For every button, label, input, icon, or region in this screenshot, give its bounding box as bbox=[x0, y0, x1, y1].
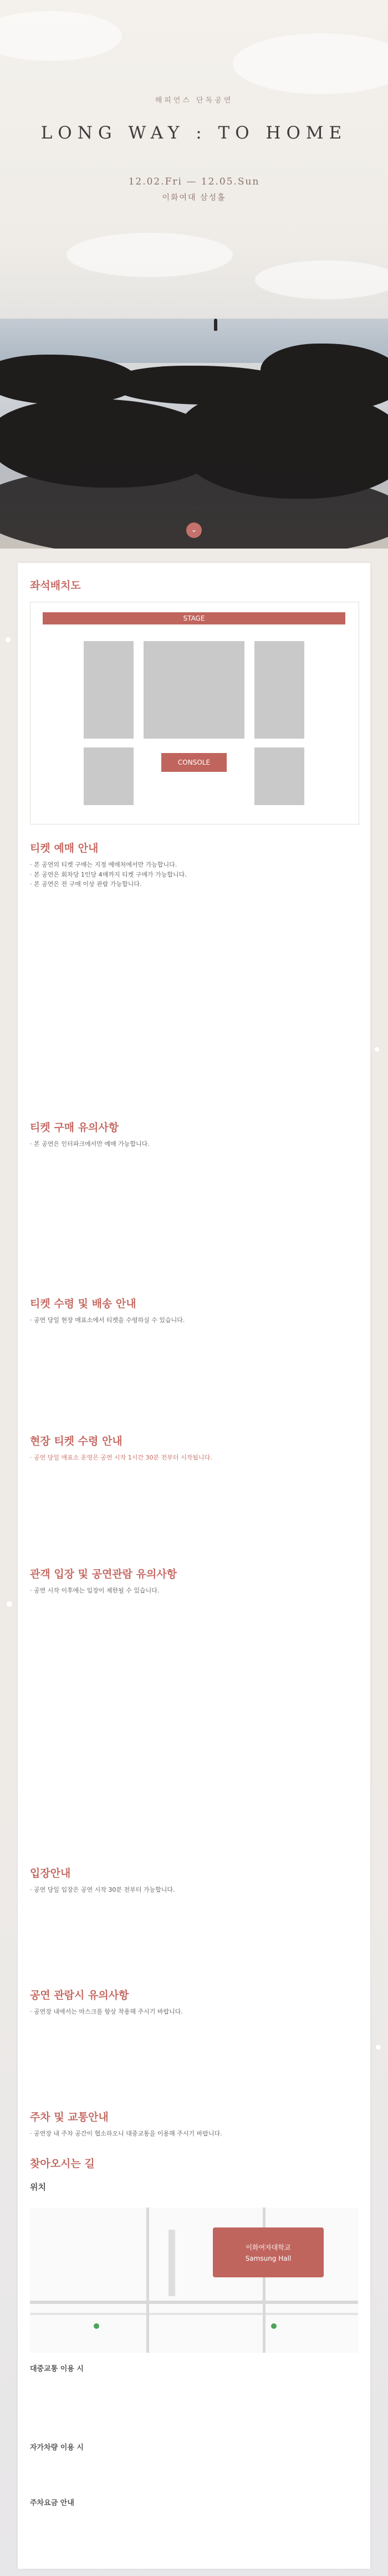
map-graphic bbox=[30, 2208, 358, 2353]
section-title: 티켓 수령 및 배송 안내 bbox=[30, 1298, 136, 1310]
cloud-decoration bbox=[0, 11, 122, 61]
section-title: 티켓 예매 안내 bbox=[30, 842, 99, 854]
seat-block[interactable] bbox=[84, 747, 134, 805]
person-figure bbox=[214, 319, 217, 331]
car-heading: 자가차량 이용 시 bbox=[30, 2444, 84, 2452]
section-title: 티켓 구매 유의사항 bbox=[30, 1121, 119, 1134]
console-label: CONSOLE bbox=[161, 753, 227, 772]
section-title: 입장안내 bbox=[30, 1867, 71, 1879]
entry-notice-list bbox=[30, 1586, 360, 1596]
seat-block[interactable] bbox=[144, 641, 244, 739]
road bbox=[146, 2208, 149, 2353]
ticket-purchase-list bbox=[30, 1139, 360, 1149]
hero-dates: 12.02.Fri — 12.05.Sun bbox=[128, 176, 260, 187]
subway-marker bbox=[94, 2323, 99, 2329]
road bbox=[30, 2301, 358, 2304]
section-title: 공연 관람시 유의사항 bbox=[30, 1989, 129, 2001]
snow-decoration bbox=[375, 1047, 379, 1052]
venue-name-en: Samsung Hall bbox=[245, 2255, 292, 2262]
list-item: · 공연 시작 이후에는 입장이 제한될 수 있습니다. bbox=[30, 1587, 160, 1594]
hero-subtitle: 해피언스 단독공연 bbox=[155, 96, 233, 105]
parking-fee-heading: 주차요금 안내 bbox=[30, 2499, 74, 2507]
onsite-list bbox=[30, 1453, 360, 1463]
list-item: · 본 공연은 전 구매 이상 관람 가능합니다. bbox=[30, 880, 142, 888]
ticket-delivery-list bbox=[30, 1315, 360, 1325]
cloud-decoration bbox=[255, 260, 388, 299]
list-item: · 공연 당일 현장 매표소에서 티켓을 수령하실 수 있습니다. bbox=[30, 1317, 185, 1324]
hero-title: LONG WAY : TO HOME bbox=[40, 123, 348, 143]
info-card bbox=[18, 563, 370, 2569]
list-item: · 공연 당일 입장은 공연 시작 30분 전부터 가능합니다. bbox=[30, 1886, 175, 1893]
list-item: · 공연장 내 주차 공간이 협소하오니 대중교통을 이용해 주시기 바랍니다. bbox=[30, 2130, 222, 2137]
section-title: 관객 입장 및 공연관람 유의사항 bbox=[30, 1568, 177, 1580]
road bbox=[30, 2313, 358, 2315]
parking-list bbox=[30, 2129, 360, 2139]
hero-banner bbox=[0, 0, 388, 549]
snow-decoration bbox=[7, 1601, 12, 1607]
hero-venue: 이화여대 삼성홀 bbox=[162, 193, 226, 202]
seating-title: 좌석배치도 bbox=[30, 580, 81, 592]
map-heading: 위치 bbox=[30, 2182, 46, 2192]
content-area bbox=[0, 549, 388, 2576]
list-item: · 공연 당일 매표소 운영은 공연 시작 1시간 30분 전부터 시작됩니다. bbox=[30, 1454, 212, 1461]
chevron-down-icon[interactable]: ⌄ bbox=[186, 523, 202, 538]
list-item: · 본 공연의 티켓 구매는 지정 예매처에서만 가능합니다. bbox=[30, 861, 177, 868]
seat-block[interactable] bbox=[84, 641, 134, 739]
stage-label: STAGE bbox=[43, 612, 345, 624]
snow-decoration bbox=[376, 2045, 381, 2050]
covid-notice-list bbox=[30, 2007, 360, 2017]
seat-block[interactable] bbox=[254, 747, 304, 805]
transport-heading: 대중교통 이용 시 bbox=[30, 2365, 84, 2373]
section-title: 현장 티켓 수령 안내 bbox=[30, 1435, 122, 1447]
venue-marker[interactable] bbox=[213, 2227, 324, 2277]
location-map[interactable] bbox=[30, 2208, 358, 2353]
subway-marker bbox=[271, 2323, 277, 2329]
list-item: · 본 공연은 인터파크에서만 예매 가능합니다. bbox=[30, 1140, 150, 1148]
list-item: · 본 공연은 회차당 1인당 4매까지 티켓 구매가 가능합니다. bbox=[30, 870, 187, 878]
seating-chart bbox=[30, 602, 359, 824]
list-item: · 공연장 내에서는 마스크를 항상 착용해 주시기 바랍니다. bbox=[30, 2008, 183, 2015]
ticket-notice-list bbox=[30, 860, 360, 889]
snow-decoration bbox=[6, 637, 11, 642]
venue-name: 이화여자대학교 bbox=[246, 2244, 291, 2251]
cloud-decoration bbox=[67, 233, 233, 277]
section-title: 주차 및 교통안내 bbox=[30, 2111, 109, 2123]
cloud-decoration bbox=[233, 33, 388, 94]
entry-info-list bbox=[30, 1885, 360, 1895]
seat-block[interactable] bbox=[254, 641, 304, 739]
section-title: 찾아오시는 길 bbox=[30, 2158, 95, 2170]
road bbox=[169, 2230, 175, 2296]
